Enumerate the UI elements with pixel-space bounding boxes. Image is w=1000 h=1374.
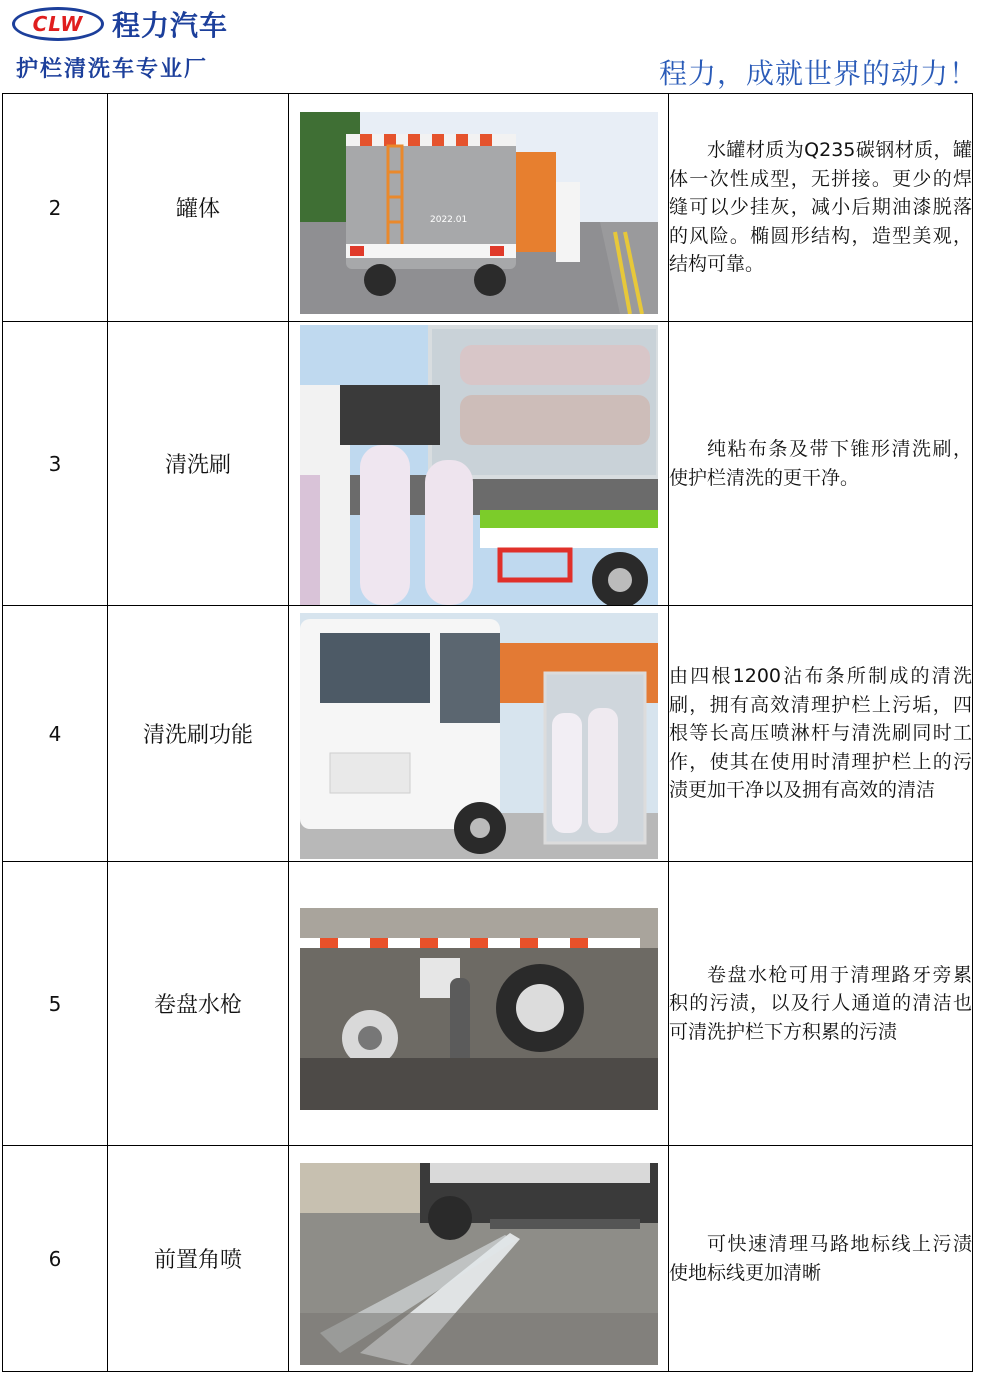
row-description: 卷盘水枪可用于清理路牙旁累积的污渍，以及行人通道的清洁也可清洗护栏下方积累的污渍: [669, 963, 972, 1043]
row-photo-cell: [289, 1146, 669, 1372]
photo-plate-label: 2022.01: [429, 214, 467, 225]
row-number: 5: [3, 862, 108, 1146]
row-photo-cell: [289, 606, 669, 862]
table-row: [3, 1146, 973, 1372]
brush-photo: [300, 325, 658, 605]
row-description-cell: [669, 94, 973, 322]
reel-water-gun-photo: [300, 908, 658, 1110]
row-description: 水罐材质为Q235碳钢材质，罐体一次性成型，无拼接。更少的焊缝可以少挂灰，减小后期油漆脱落的风险。椭圆形结构，造型美观，结构可靠。: [669, 139, 972, 276]
brand-name: 程力汽车: [112, 9, 229, 42]
row-description: 可快速清理马路地标线上污渍使地标线更加清晰: [669, 1233, 972, 1284]
row-photo-cell: [289, 94, 669, 322]
row-photo-cell: [289, 862, 669, 1146]
row-photo-cell: [289, 322, 669, 606]
front-spray-photo: [300, 1163, 658, 1365]
row-description-cell: [669, 322, 973, 606]
brush-function-photo: [300, 613, 658, 859]
table-row: [3, 606, 973, 862]
row-feature-name: 清洗刷: [108, 322, 289, 606]
slogan: 程力，成就世界的动力！: [658, 57, 978, 90]
table-row: [3, 94, 973, 322]
row-number: 4: [3, 606, 108, 862]
table-row: [3, 322, 973, 606]
company-tagline: 护栏清洗车专业厂: [16, 57, 209, 82]
brand-logo: [12, 4, 228, 44]
row-number: 6: [3, 1146, 108, 1372]
row-feature-name: 清洗刷功能: [108, 606, 289, 862]
row-description: 纯粘布条及带下锥形清洗刷，使护栏清洗的更干净。: [669, 438, 972, 489]
page-header: [0, 0, 1000, 92]
row-description-cell: [669, 606, 973, 862]
tank-truck-photo: [300, 112, 658, 314]
row-description-cell: [669, 1146, 973, 1372]
row-feature-name: 罐体: [108, 94, 289, 322]
spec-table: [2, 93, 973, 1372]
row-description-cell: [669, 862, 973, 1146]
row-number: 3: [3, 322, 108, 606]
clw-logo-icon: CLW: [12, 7, 104, 41]
row-number: 2: [3, 94, 108, 322]
row-description: 由四根1200沾布条所制成的清洗刷，拥有高效清理护栏上污垢，四根等长高压喷淋杆与清洗刷同时工作，使其在使用时清理护栏上的污渍更加干净以及拥有高效的清洁: [669, 665, 972, 802]
row-feature-name: 卷盘水枪: [108, 862, 289, 1146]
row-feature-name: 前置角喷: [108, 1146, 289, 1372]
table-row: [3, 862, 973, 1146]
